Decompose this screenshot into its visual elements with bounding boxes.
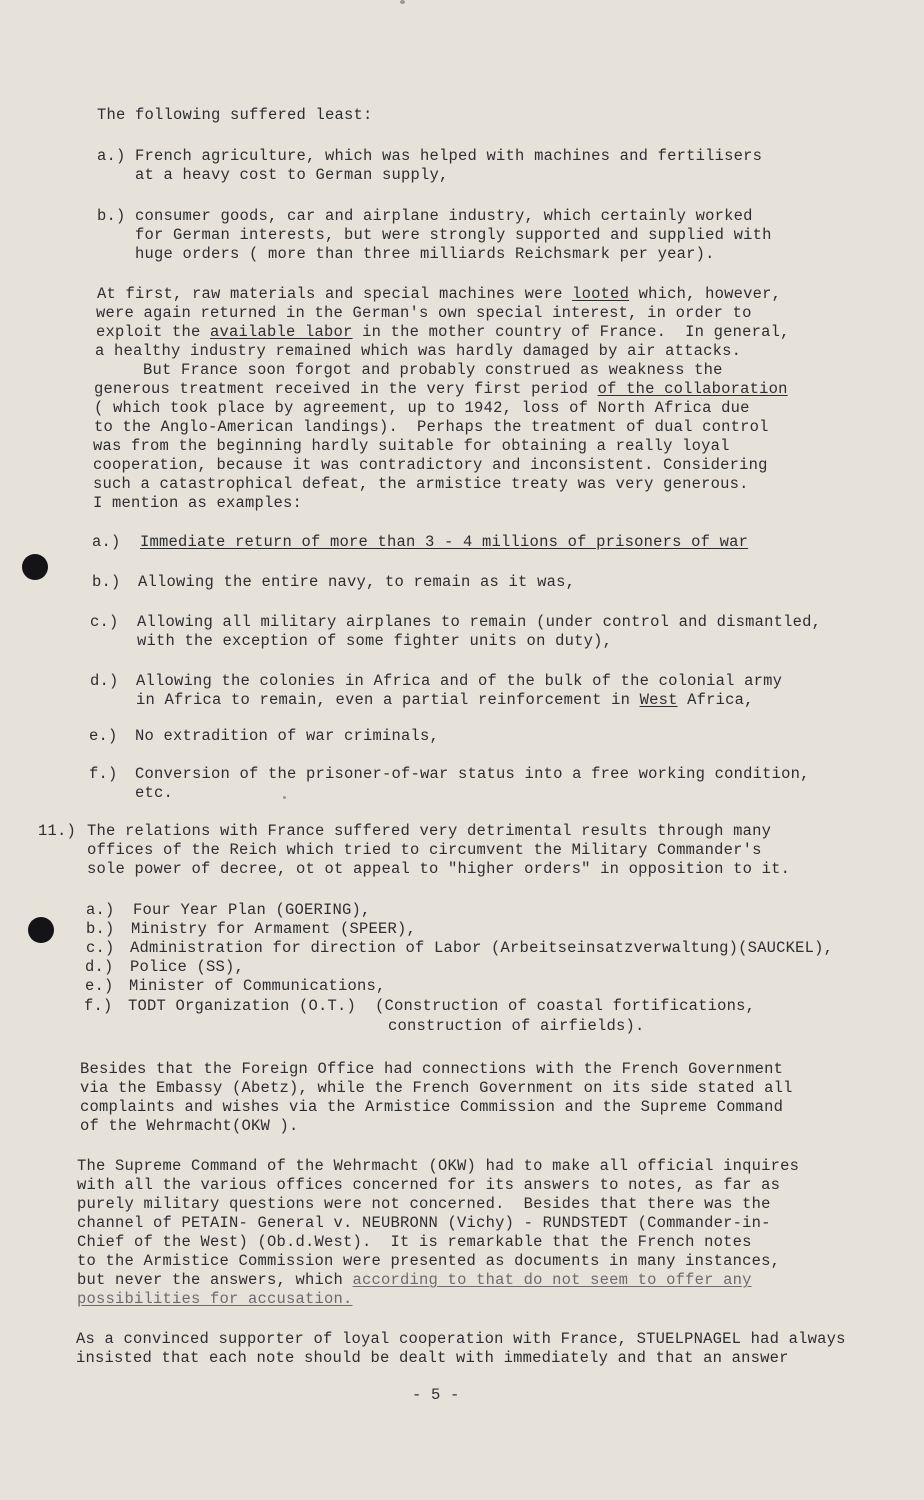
list-item-text: TODT Organization (O.T.) (Construction of coastal fortifications, <box>128 997 756 1015</box>
paragraph-line: complaints and wishes via the Armistice Commission and the Supreme Command <box>80 1098 784 1116</box>
text-run: Africa, <box>677 691 754 709</box>
list-item-text: for German interests, but were strongly supported and supplied with <box>135 226 772 244</box>
paragraph-line: purely military questions were not concerned. Besides that there was the <box>77 1195 771 1213</box>
paragraph-line: The Supreme Command of the Wehrmacht (OKW) had to make all official inquires <box>77 1157 800 1175</box>
punch-hole <box>22 554 48 580</box>
paragraph-line: were again returned in the German's own special interest, in order to <box>96 304 752 322</box>
paper-speck <box>400 0 405 4</box>
list-marker: f.) <box>89 765 118 783</box>
list-item-text: Four Year Plan (GOERING), <box>133 901 371 919</box>
text-run: which, however, <box>629 285 782 303</box>
list-marker: a.) <box>86 901 115 919</box>
list-item-text: Immediate return of more than 3 - 4 millions of prisoners of war <box>140 533 749 551</box>
list-marker: c.) <box>86 939 115 957</box>
text-run: exploit the <box>96 323 211 341</box>
paragraph-line: was from the beginning hardly suitable for obtaining a really loyal <box>93 437 730 455</box>
paragraph-line: of the Wehrmacht(OKW ). <box>80 1117 299 1135</box>
list-item-text: French agriculture, which was helped with machines and fertilisers <box>135 147 763 165</box>
intro-line: The following suffered least: <box>97 106 373 124</box>
list-item-text: etc. <box>135 784 174 802</box>
underlined-text: of the collaboration <box>597 380 788 398</box>
list-item-text: Administration for direction of Labor (Arbeitseinsatzverwaltung)(SAUCKEL), <box>130 939 834 957</box>
list-marker: c.) <box>90 613 119 631</box>
list-marker: e.) <box>85 977 114 995</box>
paragraph-line: via the Embassy (Abetz), while the French Government on its side stated all <box>80 1079 793 1097</box>
section-number: 11.) <box>38 822 77 840</box>
paragraph-line <box>94 380 788 399</box>
text-run: At first, raw materials and special machines were <box>97 285 573 303</box>
list-item-text: Conversion of the prisoner-of-war status into a free working condition, <box>135 765 810 783</box>
list-marker: a.) <box>92 533 121 551</box>
list-item-text: at a heavy cost to German supply, <box>135 166 449 184</box>
list-item-text: Allowing all military airplanes to remain (under control and dismantled, <box>137 613 822 631</box>
list-marker: b.) <box>97 207 126 225</box>
list-item-text: construction of airfields). <box>388 1017 645 1035</box>
paragraph-line: a healthy industry remained which was hardly damaged by air attacks. <box>95 342 742 360</box>
paragraph-line <box>77 1271 752 1290</box>
paragraph-line: such a catastrophical defeat, the armistice treaty was very generous. <box>93 475 749 493</box>
list-item-text: Allowing the colonies in Africa and of the bulk of the colonial army <box>136 672 783 690</box>
underlined-text: looted <box>572 285 630 303</box>
list-item-text <box>136 691 754 710</box>
list-marker: d.) <box>90 672 119 690</box>
text-run: in the mother country of France. In general, <box>352 323 790 341</box>
paragraph-line: Besides that the Foreign Office had connections with the French Government <box>80 1060 784 1078</box>
list-item-text: Police (SS), <box>130 958 245 976</box>
list-marker: a.) <box>97 147 126 165</box>
paragraph-line: channel of PETAIN- General v. NEUBRONN (Vichy) - RUNDSTEDT (Commander-in- <box>77 1214 771 1232</box>
punch-hole <box>28 917 54 943</box>
paragraph-line <box>96 323 790 342</box>
paragraph-line: cooperation, because it was contradictory and inconsistent. Considering <box>93 456 768 474</box>
paragraph-line: But France soon forgot and probably construed as weakness the <box>143 361 723 379</box>
underlined-text: according to that do not seem to offer any <box>352 1271 752 1289</box>
underlined-text: available labor <box>210 323 353 341</box>
page-number: - 5 - <box>412 1386 460 1404</box>
paragraph-line: Chief of the West) (Ob.d.West). It is remarkable that the French notes <box>77 1233 752 1251</box>
list-marker: b.) <box>92 573 121 591</box>
list-item-text: Ministry for Armament (SPEER), <box>131 920 417 938</box>
paragraph-line: The relations with France suffered very detrimental results through many <box>87 822 772 840</box>
paragraph-line: ( which took place by agreement, up to 1942, loss of North Africa due <box>94 399 750 417</box>
list-item-text: Minister of Communications, <box>129 977 386 995</box>
paper-speck <box>283 796 286 799</box>
list-item-text: consumer goods, car and airplane industry, which certainly worked <box>135 207 753 225</box>
list-item-text: huge orders ( more than three milliards Reichsmark per year). <box>135 245 715 263</box>
paragraph-line: insisted that each note should be dealt with immediately and that an answer <box>76 1349 789 1367</box>
list-marker: f.) <box>84 997 113 1015</box>
text-run: but never the answers, which <box>77 1271 353 1289</box>
paragraph-line <box>97 285 781 304</box>
paragraph-line: I mention as examples: <box>93 494 303 512</box>
paragraph-line: possibilities for accusation. <box>77 1290 353 1308</box>
list-marker: e.) <box>89 727 118 745</box>
list-item-text: Allowing the entire navy, to remain as it was, <box>138 573 576 591</box>
paragraph-line: offices of the Reich which tried to circumvent the Military Commander's <box>87 841 762 859</box>
list-marker: b.) <box>86 920 115 938</box>
list-marker: d.) <box>85 958 114 976</box>
list-item-text: No extradition of war criminals, <box>135 727 440 745</box>
paragraph-line: with all the various offices concerned for its answers to notes, as far as <box>77 1176 781 1194</box>
paragraph-line: to the Armistice Commission were presented as documents in many instances, <box>77 1252 781 1270</box>
text-run: generous treatment received in the very first period <box>94 380 598 398</box>
text-run: in Africa to remain, even a partial reinforcement in <box>136 691 640 709</box>
list-item-text: with the exception of some fighter units on duty), <box>137 632 613 650</box>
paragraph-line: As a convinced supporter of loyal cooperation with France, STUELPNAGEL had always <box>76 1330 846 1348</box>
paragraph-line: sole power of decree, ot ot appeal to "higher orders" in opposition to it. <box>87 860 791 878</box>
paragraph-line: to the Anglo-American landings). Perhaps the treatment of dual control <box>94 418 769 436</box>
underlined-text: West <box>639 691 678 709</box>
